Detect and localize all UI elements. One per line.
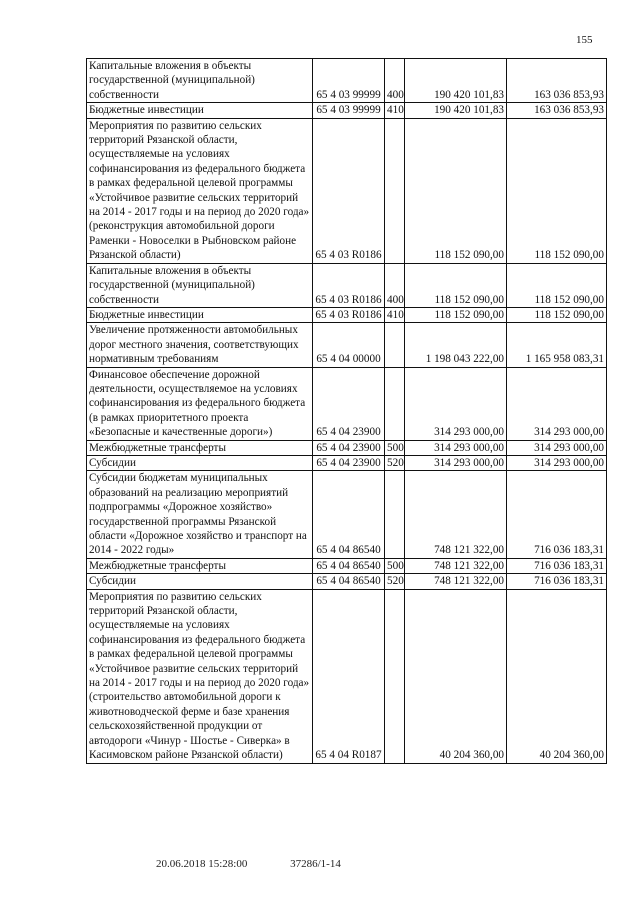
row-amount-2019-cell: 716 036 183,31	[507, 558, 607, 573]
table-row	[87, 118, 607, 263]
row-amount-2018-cell: 118 152 090,00	[405, 263, 507, 307]
row-name-cell: Субсидии	[87, 455, 313, 470]
budget-table-body	[87, 59, 607, 764]
row-amount-2019-cell: 716 036 183,31	[507, 574, 607, 589]
row-amount-2019-cell: 118 152 090,00	[507, 307, 607, 322]
row-name-cell: Бюджетные инвестиции	[87, 103, 313, 118]
row-type-cell: 400	[385, 263, 405, 307]
row-code-cell: 65 4 04 R0187	[313, 589, 385, 763]
row-amount-2019-cell: 1 165 958 083,31	[507, 323, 607, 367]
table-row	[87, 589, 607, 763]
row-amount-2018-cell: 118 152 090,00	[405, 118, 507, 263]
row-type-cell	[385, 323, 405, 367]
table-row	[87, 558, 607, 573]
row-amount-2018-cell: 314 293 000,00	[405, 455, 507, 470]
row-name-cell: Увеличение протяженности автомобильных дорог местного значения, соответствующих нормативным требованиям	[87, 323, 313, 367]
row-type-cell: 500	[385, 558, 405, 573]
row-type-cell: 410	[385, 103, 405, 118]
row-amount-2019-cell: 163 036 853,93	[507, 59, 607, 103]
row-type-cell: 500	[385, 440, 405, 455]
row-name-cell: Капитальные вложения в объекты государственной (муниципальной) собственности	[87, 59, 313, 103]
row-code-cell: 65 4 04 23900	[313, 440, 385, 455]
row-amount-2019-cell: 118 152 090,00	[507, 263, 607, 307]
row-amount-2018-cell: 190 420 101,83	[405, 103, 507, 118]
row-amount-2018-cell: 314 293 000,00	[405, 367, 507, 440]
row-code-cell: 65 4 03 R0186	[313, 263, 385, 307]
row-amount-2019-cell: 314 293 000,00	[507, 367, 607, 440]
row-name-cell: Субсидии	[87, 574, 313, 589]
row-code-cell: 65 4 03 R0186	[313, 118, 385, 263]
row-code-cell: 65 4 03 R0186	[313, 307, 385, 322]
table-row	[87, 59, 607, 103]
table-row	[87, 263, 607, 307]
table-row	[87, 367, 607, 440]
row-amount-2019-cell: 40 204 360,00	[507, 589, 607, 763]
table-row	[87, 323, 607, 367]
row-amount-2019-cell: 314 293 000,00	[507, 440, 607, 455]
row-type-cell: 400	[385, 59, 405, 103]
row-amount-2018-cell: 748 121 322,00	[405, 558, 507, 573]
row-amount-2018-cell: 40 204 360,00	[405, 589, 507, 763]
row-type-cell	[385, 118, 405, 263]
table-row	[87, 471, 607, 558]
row-name-cell: Субсидии бюджетам муниципальных образований на реализацию мероприятий подпрограммы «Дорожное хозяйство» государственной программы Рязанской области «Дорожное хозяйство и транспорт на 2014 - 2022 годы»	[87, 471, 313, 558]
row-code-cell: 65 4 04 86540	[313, 558, 385, 573]
row-type-cell	[385, 471, 405, 558]
row-name-cell: Бюджетные инвестиции	[87, 307, 313, 322]
row-amount-2018-cell: 1 198 043 222,00	[405, 323, 507, 367]
page-number: 155	[576, 34, 593, 46]
footer-doc-id: 37286/1-14	[290, 858, 341, 870]
budget-table	[86, 58, 607, 764]
row-amount-2018-cell: 118 152 090,00	[405, 307, 507, 322]
row-amount-2018-cell: 748 121 322,00	[405, 574, 507, 589]
row-code-cell: 65 4 04 00000	[313, 323, 385, 367]
footer-datetime: 20.06.2018 15:28:00	[156, 858, 248, 870]
row-name-cell: Мероприятия по развитию сельских территорий Рязанской области, осуществляемые на условиях софинансирования из федерального бюджета в рамках федеральной целевой программы «Устойчивое развитие сельских территорий на 2014 - 2017 годы и на период до 2020 года» (реконструкция автомобильной дороги Раменки - Новоселки в Рыбновском районе Рязанской области)	[87, 118, 313, 263]
row-type-cell: 410	[385, 307, 405, 322]
row-type-cell: 520	[385, 455, 405, 470]
row-name-cell: Межбюджетные трансферты	[87, 440, 313, 455]
row-amount-2018-cell: 748 121 322,00	[405, 471, 507, 558]
row-name-cell: Межбюджетные трансферты	[87, 558, 313, 573]
row-code-cell: 65 4 03 99999	[313, 103, 385, 118]
table-row	[87, 103, 607, 118]
row-code-cell: 65 4 04 86540	[313, 574, 385, 589]
table-row	[87, 574, 607, 589]
row-name-cell: Мероприятия по развитию сельских территорий Рязанской области, осуществляемые на условиях софинансирования из федерального бюджета в рамках федеральной целевой программы «Устойчивое развитие сельских территорий на 2014 - 2017 годы и на период до 2020 года» (строительство автомобильной дороги к животноводческой ферме и базе хранения сельскохозяйственной продукции от автодороги «Чинур - Шостье - Сиверка» в Касимовском районе Рязанской области)	[87, 589, 313, 763]
row-amount-2018-cell: 190 420 101,83	[405, 59, 507, 103]
row-name-cell: Капитальные вложения в объекты государственной (муниципальной) собственности	[87, 263, 313, 307]
row-amount-2019-cell: 163 036 853,93	[507, 103, 607, 118]
footer	[156, 858, 341, 870]
row-type-cell	[385, 589, 405, 763]
row-code-cell: 65 4 03 99999	[313, 59, 385, 103]
row-code-cell: 65 4 04 23900	[313, 455, 385, 470]
row-type-cell	[385, 367, 405, 440]
table-row	[87, 455, 607, 470]
row-name-cell: Финансовое обеспечение дорожной деятельности, осуществляемое на условиях софинансирования из федерального бюджета (в рамках приоритетного проекта «Безопасные и качественные дороги»)	[87, 367, 313, 440]
table-row	[87, 307, 607, 322]
row-code-cell: 65 4 04 23900	[313, 367, 385, 440]
row-amount-2018-cell: 314 293 000,00	[405, 440, 507, 455]
row-code-cell: 65 4 04 86540	[313, 471, 385, 558]
row-amount-2019-cell: 118 152 090,00	[507, 118, 607, 263]
row-amount-2019-cell: 716 036 183,31	[507, 471, 607, 558]
row-type-cell: 520	[385, 574, 405, 589]
table-row	[87, 440, 607, 455]
row-amount-2019-cell: 314 293 000,00	[507, 455, 607, 470]
